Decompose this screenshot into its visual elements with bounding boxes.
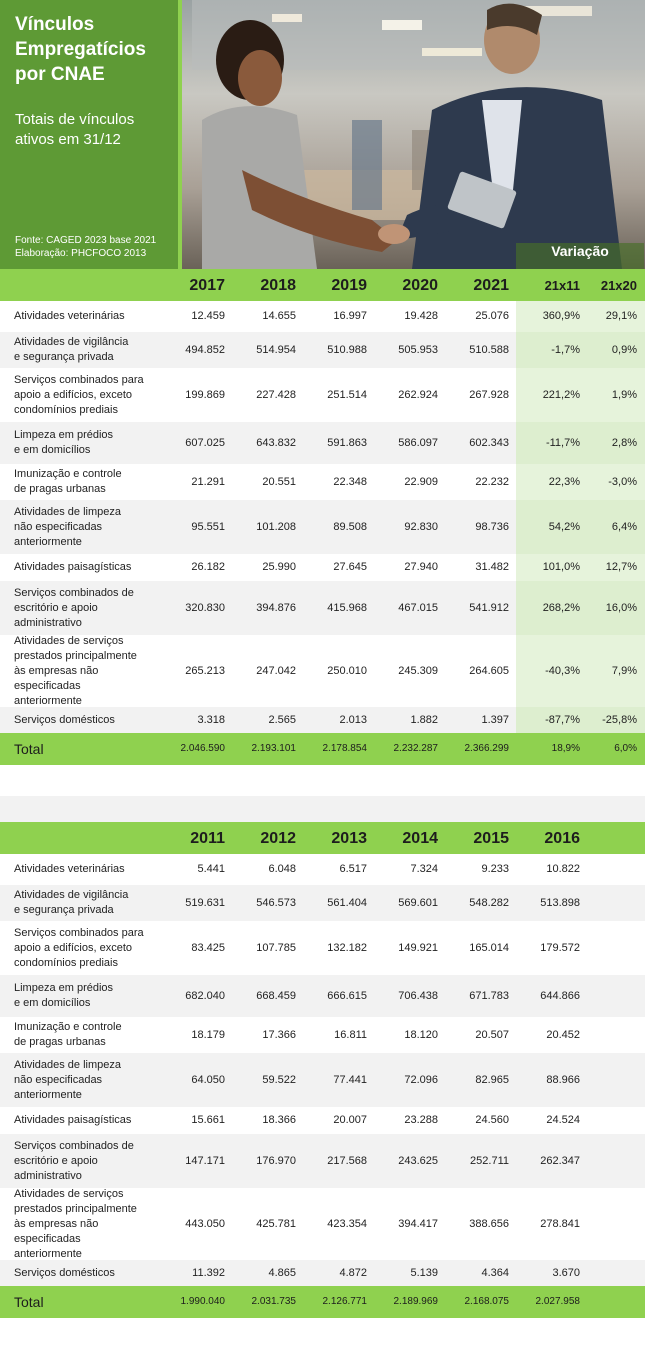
cell-value: 394.417	[398, 1218, 438, 1230]
cell-value: 706.438	[398, 990, 438, 1002]
table-row	[0, 464, 645, 500]
cell-value: 3.318	[197, 714, 225, 726]
row-label: Limpeza em prédios e em domicílios	[14, 429, 114, 456]
row-label: Serviços combinados de escritório e apoio administrativo	[14, 587, 134, 629]
table-row	[0, 975, 645, 1017]
cell-value: 77.441	[333, 1074, 367, 1086]
cell-value: 251.514	[327, 389, 367, 401]
cell-value: 12.459	[191, 310, 225, 322]
total-label: Total	[14, 1294, 44, 1310]
cell-value: 9.233	[481, 863, 509, 875]
year-header: 2018	[260, 277, 296, 294]
table-row	[0, 707, 645, 733]
cell-value: 72.096	[404, 1074, 438, 1086]
cell-value: 394.876	[256, 602, 296, 614]
cell-value: 21.291	[191, 476, 225, 488]
cell-value: 561.404	[327, 897, 367, 909]
table-row	[0, 368, 645, 422]
cell-value: 320.830	[185, 602, 225, 614]
cell-value: 1.882	[410, 714, 438, 726]
cell-value: 510.988	[327, 344, 367, 356]
table-row	[0, 500, 645, 554]
table-2011-2016	[0, 822, 645, 1318]
cell-value: 643.832	[256, 437, 296, 449]
variation-value: 268,2%	[542, 602, 580, 614]
cell-value: 18.179	[191, 1029, 225, 1041]
cell-value: 443.050	[185, 1218, 225, 1230]
cell-value: 27.645	[333, 561, 367, 573]
cell-value: 4.865	[268, 1267, 296, 1279]
total-row	[0, 733, 645, 765]
cell-value: 250.010	[327, 665, 367, 677]
variation-value: 101,0%	[542, 561, 580, 573]
variation-value: -11,7%	[545, 437, 580, 449]
header-row	[0, 822, 645, 854]
table-row	[0, 422, 645, 464]
cell-value: 671.783	[469, 990, 509, 1002]
cell-value: 20.452	[546, 1029, 580, 1041]
cell-value: 18.366	[262, 1114, 296, 1126]
year-header: 2016	[544, 830, 580, 847]
row-label: Atividades de limpeza não especificadas anteriormente	[14, 1059, 122, 1101]
cell-value: 415.968	[327, 602, 367, 614]
variation-value: 6,4%	[611, 521, 637, 533]
table-row	[0, 1017, 645, 1053]
variation-value: -25,8%	[602, 714, 637, 726]
total-value: 2.046.590	[180, 743, 225, 754]
cell-value: 602.343	[469, 437, 509, 449]
cell-value: 16.811	[334, 1029, 367, 1041]
cell-value: 591.863	[327, 437, 367, 449]
total-label: Total	[14, 741, 44, 757]
variation-value: 2,8%	[611, 437, 637, 449]
year-header: 2015	[473, 830, 509, 847]
table-row	[0, 1260, 645, 1286]
cell-value: 22.348	[333, 476, 367, 488]
table-row	[0, 885, 645, 921]
page-title: Vínculos Empregatícios por CNAE	[15, 14, 146, 85]
year-header: 2021	[473, 277, 509, 294]
cell-value: 388.656	[469, 1218, 509, 1230]
total-value: 2.189.969	[393, 1296, 438, 1307]
cell-value: 10.822	[546, 863, 580, 875]
cell-value: 682.040	[185, 990, 225, 1002]
cell-value: 3.670	[552, 1267, 580, 1279]
total-row	[0, 1286, 645, 1318]
table-row	[0, 581, 645, 635]
cell-value: 607.025	[185, 437, 225, 449]
cell-value: 666.615	[327, 990, 367, 1002]
cell-value: 23.288	[404, 1114, 438, 1126]
cell-value: 252.711	[470, 1155, 509, 1167]
cell-value: 5.441	[197, 863, 225, 875]
cell-value: 510.588	[469, 344, 509, 356]
cell-value: 505.953	[398, 344, 438, 356]
cell-value: 11.392	[192, 1267, 225, 1279]
cell-value: 25.076	[475, 310, 509, 322]
cell-value: 176.970	[256, 1155, 296, 1167]
cell-value: 6.048	[268, 863, 296, 875]
variation-value: 1,9%	[611, 389, 637, 401]
cell-value: 59.522	[262, 1074, 296, 1086]
row-label: Atividades paisagísticas	[14, 561, 132, 573]
cell-value: 17.366	[262, 1029, 296, 1041]
total-variation: 6,0%	[614, 743, 637, 754]
variation-value: -3,0%	[608, 476, 637, 488]
cell-value: 513.898	[540, 897, 580, 909]
cell-value: 89.508	[333, 521, 367, 533]
row-label: Atividades veterinárias	[14, 863, 125, 875]
header-row	[0, 269, 645, 301]
cell-value: 1.397	[481, 714, 509, 726]
total-value: 1.990.040	[180, 1296, 225, 1307]
cell-value: 668.459	[256, 990, 296, 1002]
cell-value: 262.924	[398, 389, 438, 401]
table-2017-2021	[0, 269, 645, 765]
cell-value: 243.625	[398, 1155, 438, 1167]
variation-value: 22,3%	[548, 476, 580, 488]
total-value: 2.232.287	[393, 743, 438, 754]
cell-value: 541.912	[469, 602, 509, 614]
variation-value: 12,7%	[605, 561, 637, 573]
cell-value: 6.517	[339, 863, 367, 875]
year-header: 2020	[402, 277, 438, 294]
table-row	[0, 921, 645, 975]
cell-value: 179.572	[540, 942, 580, 954]
table-row	[0, 1134, 645, 1188]
cell-value: 31.482	[475, 561, 509, 573]
total-value: 2.366.299	[464, 743, 509, 754]
total-value: 2.126.771	[322, 1296, 367, 1307]
row-label: Atividades de vigilância e segurança privada	[14, 336, 129, 363]
variacao-label: Variação	[516, 243, 644, 269]
cell-value: 425.781	[256, 1218, 296, 1230]
cell-value: 644.866	[540, 990, 580, 1002]
cell-value: 267.928	[469, 389, 509, 401]
header-panel	[0, 0, 178, 269]
variation-value: 221,2%	[542, 389, 580, 401]
cell-value: 101.208	[256, 521, 296, 533]
cell-value: 22.232	[475, 476, 509, 488]
cell-value: 227.428	[256, 389, 296, 401]
cell-value: 467.015	[398, 602, 438, 614]
cell-value: 149.921	[398, 942, 438, 954]
cell-value: 165.014	[469, 942, 509, 954]
total-value: 2.178.854	[322, 743, 367, 754]
cell-value: 2.013	[339, 714, 367, 726]
variation-value: 54,2%	[548, 521, 580, 533]
row-label: Atividades de vigilância e segurança privada	[14, 889, 129, 916]
variation-value: -40,3%	[545, 665, 580, 677]
year-header: 2014	[402, 830, 438, 847]
cell-value: 4.872	[339, 1267, 367, 1279]
row-label: Serviços combinados para apoio a edifícios, exceto condomínios prediais	[14, 927, 144, 969]
cell-value: 24.524	[546, 1114, 580, 1126]
cell-value: 92.830	[404, 521, 438, 533]
section-divider	[0, 796, 645, 822]
variation-value: -87,7%	[545, 714, 580, 726]
variation-value: 16,0%	[605, 602, 637, 614]
header	[0, 0, 645, 269]
cell-value: 2.565	[268, 714, 296, 726]
year-header: 2012	[260, 830, 296, 847]
cell-value: 14.655	[262, 310, 296, 322]
variation-value: 7,9%	[611, 665, 637, 677]
row-label: Atividades veterinárias	[14, 310, 125, 322]
cell-value: 569.601	[398, 897, 438, 909]
cell-value: 199.869	[185, 389, 225, 401]
variation-value: 0,9%	[611, 344, 637, 356]
cell-value: 546.573	[256, 897, 296, 909]
total-variation: 18,9%	[551, 743, 580, 754]
table-row	[0, 1053, 645, 1107]
cell-value: 27.940	[404, 561, 438, 573]
cell-value: 147.171	[185, 1155, 225, 1167]
cell-value: 26.182	[191, 561, 225, 573]
cell-value: 7.324	[410, 863, 438, 875]
year-header: 2017	[189, 277, 225, 294]
table-row	[0, 635, 645, 707]
cell-value: 245.309	[398, 665, 438, 677]
cell-value: 519.631	[185, 897, 225, 909]
cell-value: 247.042	[256, 665, 296, 677]
handshake-photo	[182, 0, 645, 269]
cell-value: 20.007	[333, 1114, 367, 1126]
row-label: Atividades de limpeza não especificadas anteriormente	[14, 506, 122, 548]
cell-value: 5.139	[410, 1267, 438, 1279]
cell-value: 19.428	[404, 310, 438, 322]
cell-value: 15.661	[191, 1114, 225, 1126]
cell-value: 264.605	[469, 665, 509, 677]
row-label: Atividades de serviços prestados principalmente às empresas não especificadas anteriormente	[14, 635, 137, 707]
cell-value: 25.990	[262, 561, 296, 573]
cell-value: 95.551	[191, 521, 225, 533]
total-value: 2.193.101	[251, 743, 296, 754]
total-value: 2.168.075	[464, 1296, 509, 1307]
cell-value: 586.097	[398, 437, 438, 449]
cell-value: 64.050	[191, 1074, 225, 1086]
cell-value: 24.560	[475, 1114, 509, 1126]
page-subtitle: Totais de vínculos ativos em 31/12	[15, 111, 135, 148]
variation-header: 21x11	[544, 278, 580, 293]
total-value: 2.031.735	[251, 1296, 296, 1307]
table-row	[0, 1107, 645, 1134]
row-label: Serviços combinados para apoio a edifícios, exceto condomínios prediais	[14, 374, 144, 416]
table-row	[0, 1188, 645, 1260]
row-label: Imunização e controle de pragas urbanas	[14, 1021, 122, 1048]
cell-value: 83.425	[191, 942, 225, 954]
table-row	[0, 332, 645, 368]
variation-value: -1,7%	[551, 344, 580, 356]
cell-value: 132.182	[327, 942, 367, 954]
row-label: Serviços domésticos	[14, 1267, 115, 1279]
cell-value: 262.347	[540, 1155, 580, 1167]
row-label: Serviços domésticos	[14, 714, 115, 726]
table-row	[0, 554, 645, 581]
handshake-illustration	[182, 0, 645, 269]
row-label: Imunização e controle de pragas urbanas	[14, 468, 122, 495]
row-label: Atividades paisagísticas	[14, 1114, 132, 1126]
cell-value: 98.736	[475, 521, 509, 533]
year-header: 2011	[190, 830, 225, 847]
variation-header: 21x20	[600, 278, 637, 293]
row-label: Serviços combinados de escritório e apoio administrativo	[14, 1140, 134, 1182]
row-label: Atividades de serviços prestados principalmente às empresas não especificadas anteriormente	[14, 1188, 137, 1260]
cell-value: 22.909	[404, 476, 438, 488]
cell-value: 82.965	[475, 1074, 509, 1086]
cell-value: 514.954	[256, 344, 296, 356]
cell-value: 20.507	[475, 1029, 509, 1041]
credit-line: Elaboração: PHCFOCO 2013	[15, 248, 147, 259]
cell-value: 494.852	[185, 344, 225, 356]
source-line: Fonte: CAGED 2023 base 2021	[15, 235, 157, 246]
cell-value: 20.551	[262, 476, 296, 488]
cell-value: 217.568	[327, 1155, 367, 1167]
cell-value: 16.997	[333, 310, 367, 322]
table-row	[0, 301, 645, 332]
cell-value: 107.785	[256, 942, 296, 954]
cell-value: 278.841	[540, 1218, 580, 1230]
cell-value: 423.354	[327, 1218, 367, 1230]
table-row	[0, 854, 645, 885]
total-value: 2.027.958	[535, 1296, 580, 1307]
variation-value: 360,9%	[542, 310, 580, 322]
source-note	[15, 234, 185, 260]
row-label: Limpeza em prédios e em domicílios	[14, 982, 114, 1009]
variation-value: 29,1%	[605, 310, 637, 322]
cell-value: 88.966	[546, 1074, 580, 1086]
year-header: 2013	[331, 830, 367, 847]
year-header: 2019	[331, 277, 367, 294]
cell-value: 548.282	[469, 897, 509, 909]
cell-value: 18.120	[404, 1029, 438, 1041]
cell-value: 4.364	[481, 1267, 509, 1279]
cell-value: 265.213	[185, 665, 225, 677]
